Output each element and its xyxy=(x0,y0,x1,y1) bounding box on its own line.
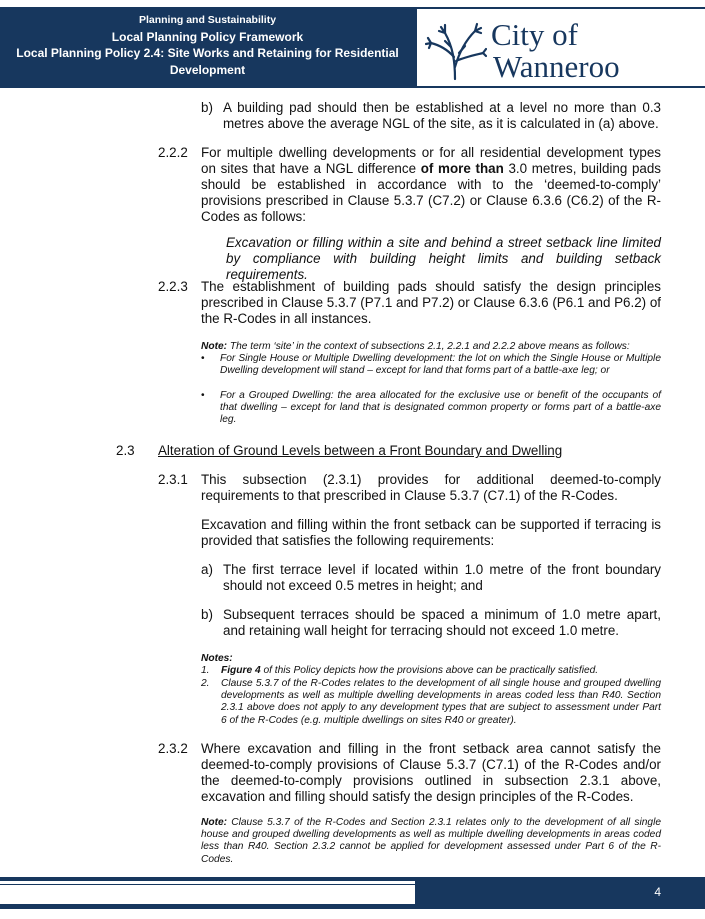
section-number-2-3-2: 2.3.2 xyxy=(158,741,188,756)
note-bullet-1: For Single House or Multiple Dwelling development: the lot on which the Single House or Multiple Dwelling development will stand – except for land that forms part of a battle-axe leg; or xyxy=(220,353,661,377)
header-framework: Local Planning Policy Framework xyxy=(111,30,304,44)
footer-bar xyxy=(0,884,415,905)
note-text: The term ‘site’ in the context of subsections 2.1, 2.2.1 and 2.2.2 above means as follows: xyxy=(227,341,630,352)
logo-wanneroo: Wanneroo xyxy=(493,49,620,84)
item-a-text: The first terrace level if located within 1.0 metre of the front boundary should not exceed 0.5 metres in height; and xyxy=(223,562,661,593)
item-marker-b: b) xyxy=(201,607,213,622)
note-bullet-2: For a Grouped Dwelling: the area allocated for the exclusive use or benefit of the occupants of that dwelling – except for land that is designated common property or forms part of a battle-axe leg. xyxy=(220,390,661,426)
note-item-1 xyxy=(221,665,661,677)
item-marker-a: a) xyxy=(201,562,213,577)
note-site-definition xyxy=(201,341,661,353)
section-2-2-2-text-b: 3.0 metres, building pads should be established in accordance with to the ‘deemed-to-comply’ provisions prescribed in Clause 5.3.7 (C7.2) or Clause 6.3.6 (C6.2) of the R-Codes as follows: xyxy=(201,161,662,224)
bullet-icon: • xyxy=(201,353,205,364)
footer-bottom-rule xyxy=(0,904,705,909)
section-2-2-3-text: The establishment of building pads should satisfy the design principles prescribed in Clause 5.3.7 (P7.1 and P7.2) or Clause 6.3.6 (P6.1 and P6.2) of the R-Codes in all instances. xyxy=(201,279,662,326)
note-item-1-text: of this Policy depicts how the provisions above can be practically satisfied. xyxy=(260,665,599,676)
header-department: Planning and Sustainability xyxy=(138,14,277,26)
section-2-3-1-text-2: Excavation and filling within the front setback can be supported if terracing is provided that satisfies the following requirements: xyxy=(201,517,661,548)
section-2-3-1-text: This subsection (2.3.1) provides for additional deemed-to-comply requirements to that prescribed in Clause 5.3.7 (C7.1) of the R-Codes. xyxy=(201,472,661,503)
section-2-3-title: Alteration of Ground Levels between a Front Boundary and Dwelling xyxy=(158,443,563,458)
figure-4-reference: Figure 4 xyxy=(221,665,261,676)
section-2-2-2-text-a: For multiple dwelling developments or for all residential development types on sites that have a NGL difference xyxy=(201,145,661,176)
item-marker-b: b) xyxy=(201,100,213,115)
kangaroo-paw-logo-icon xyxy=(425,17,487,81)
section-2-2-2-bold: of more than xyxy=(420,161,504,176)
note-3-text: Clause 5.3.7 of the R-Codes and Section 2.3.1 relates only to the development of all single house and grouped dwelling developments as well as multiple dwelling developments in areas coded less than R40. Section 2.3.2 cannot be applied for development assessed under Part 6 of the R-Codes. xyxy=(201,817,661,865)
logo-city-of: City of xyxy=(491,17,578,52)
section-number-2-3-1: 2.3.1 xyxy=(158,472,188,487)
city-logo xyxy=(417,9,705,86)
item-b-text: Subsequent terraces should be spaced a minimum of 1.0 metre apart, and retaining wall height for terracing should not exceed 1.0 metre. xyxy=(223,607,661,638)
item-b-text: A building pad should then be established at a level no more than 0.3 metres above the average NGL of the site, as it is calculated in (a) above. xyxy=(223,100,661,131)
note-r-codes xyxy=(201,817,661,866)
section-2-2-2-text xyxy=(201,145,661,225)
section-number-2-2-2: 2.2.2 xyxy=(158,145,188,160)
page-header xyxy=(0,7,705,88)
note-marker-1: 1. xyxy=(201,665,210,676)
page-number: 4 xyxy=(654,885,661,899)
header-policy-title: Local Planning Policy 2.4: Site Works and Retaining for Residential xyxy=(16,46,399,60)
note-3-label: Note: xyxy=(201,817,228,828)
note-marker-2: 2. xyxy=(201,678,210,689)
section-number-2-2-3: 2.2.3 xyxy=(158,279,188,294)
header-title-block xyxy=(0,7,415,88)
notes-label-text: Notes: xyxy=(201,653,233,664)
section-2-2-2-quote: Excavation or filling within a site and behind a street setback line limited by compliance with building height limits and building setback requirements. xyxy=(226,235,661,282)
bullet-icon: • xyxy=(201,390,205,401)
note-item-2: Clause 5.3.7 of the R-Codes relates to the development of all single house and grouped dwelling developments as well as multiple dwelling developments in areas coded less than R40. Section 2.3.1 above does not apply to any development types that are subject to assessment under Part 6 of the R-Codes (e.g. multiple dwellings on sites R40 or greater). xyxy=(221,678,661,726)
section-2-3-2-text: Where excavation and filling in the front setback area cannot satisfy the deemed-to-comply provisions of Clause 5.3.7 (C7.1) of the R-Codes and/or the deemed-to-comply provisions outlined in subsection 2.3.1 above, excavation and filling should satisfy the design principles of the R-Codes. xyxy=(201,741,661,804)
note-label: Note: xyxy=(201,341,228,352)
notes-label xyxy=(201,653,233,665)
footer-page-box xyxy=(415,881,705,904)
section-number-2-3: 2.3 xyxy=(116,443,135,458)
header-policy-title-cont: Development xyxy=(169,63,246,77)
